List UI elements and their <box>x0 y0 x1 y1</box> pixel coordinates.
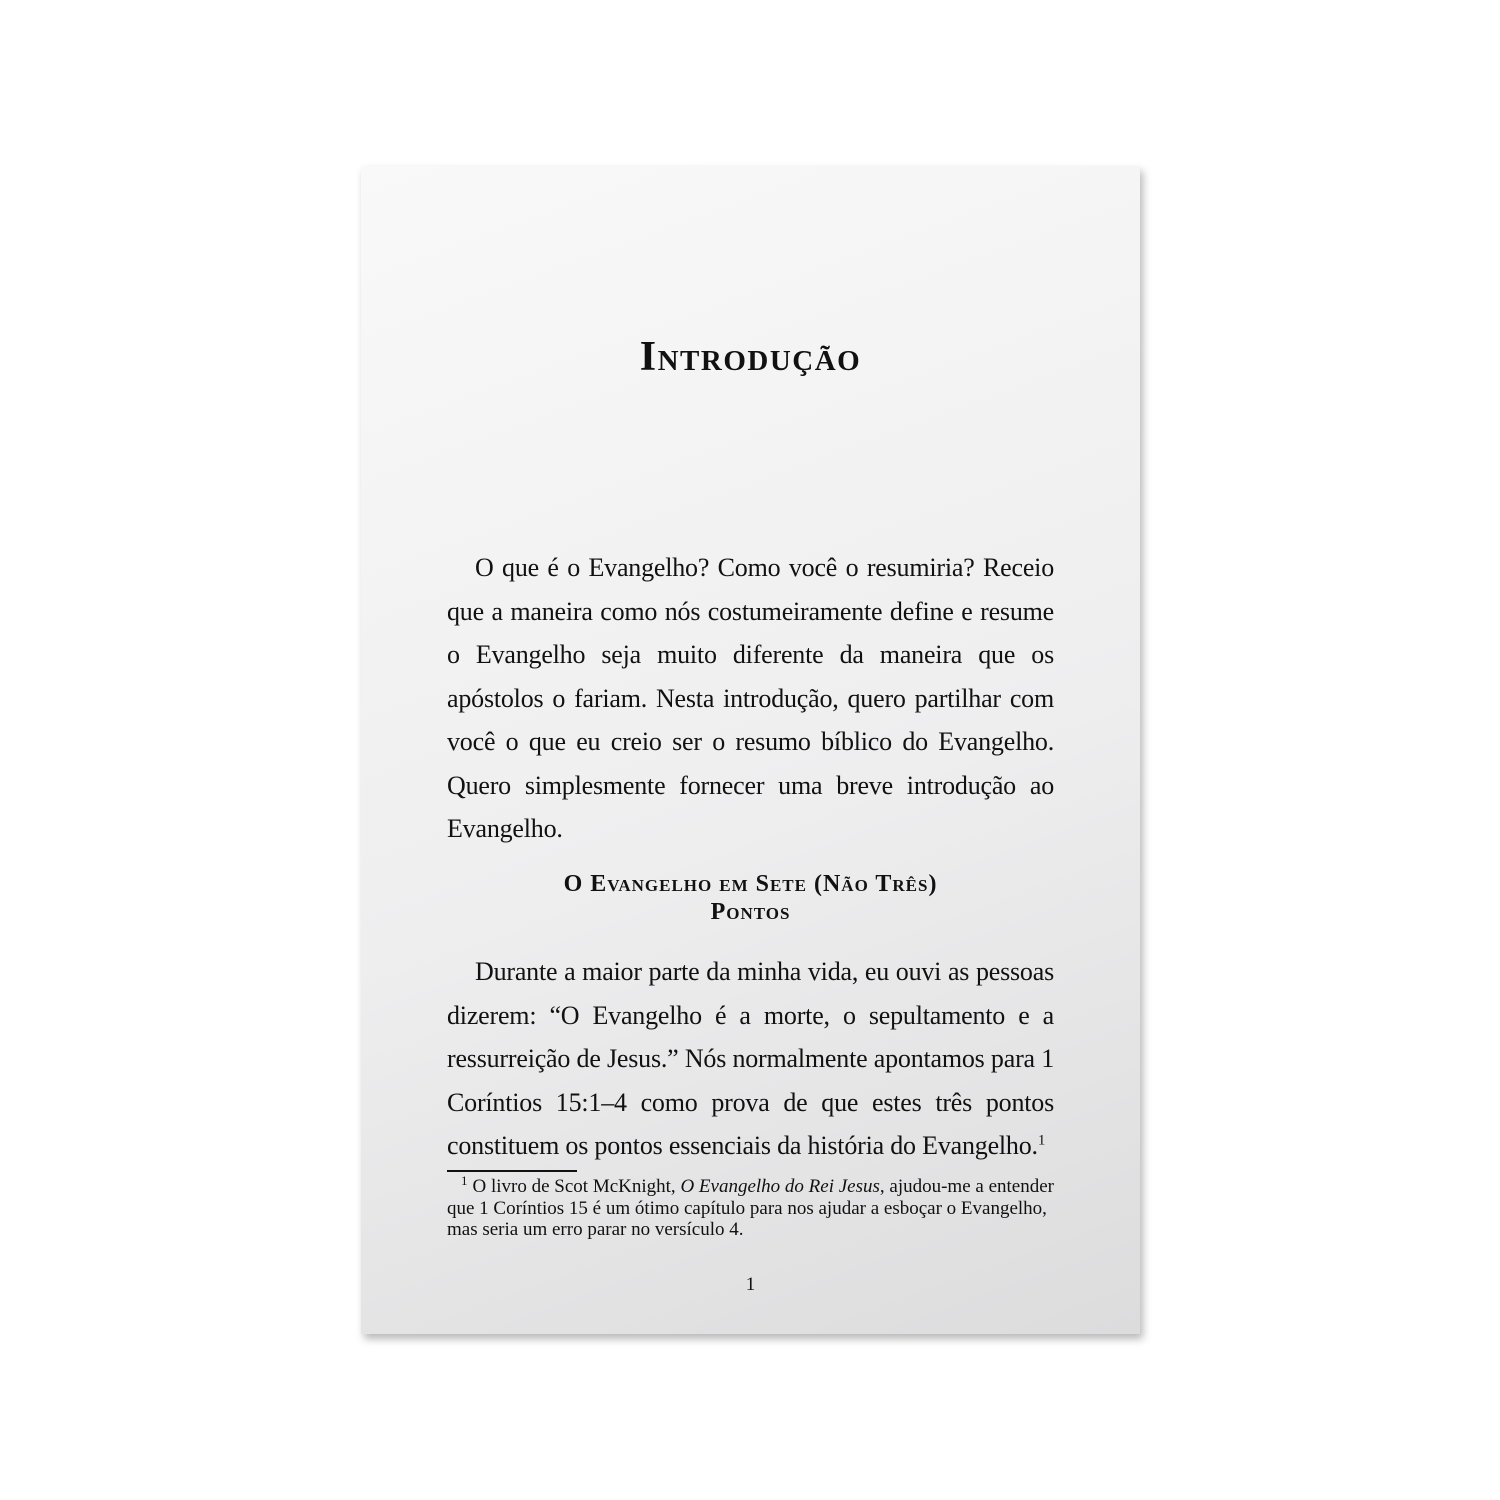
footnote-divider <box>447 1170 577 1172</box>
footnote <box>447 1172 1054 1241</box>
chapter-title: Introdução <box>639 334 862 380</box>
page-number: 1 <box>745 1274 756 1295</box>
intro-paragraph-container <box>447 546 1054 851</box>
footnote-text-before: O livro de Scot McKnight, <box>472 1176 681 1197</box>
section-heading-line-2: Pontos <box>710 899 791 925</box>
footnote-number: 1 <box>461 1172 468 1188</box>
section-paragraph-container <box>447 950 1054 1168</box>
section-paragraph <box>447 950 1054 1168</box>
section-heading-line-1: O Evangelho em Sete (Não Três) <box>563 871 938 897</box>
footnote-reference: 1 <box>1037 1132 1046 1149</box>
section-paragraph-text: Durante a maior parte da minha vida, eu ouvi as pessoas dizerem: “O Evangelho é a morte, o sepultamento e a ressurreição de Jesus.” Nós normalmente apontamos para 1 Coríntios 15:1–4 como prova de que estes três pontos constituem os pontos essenciais da história do Evangelho. <box>447 957 1054 1160</box>
footnote-book-title: O Evangelho do Rei Jesus <box>680 1176 880 1197</box>
footnote-text-after: , ajudou-me a entender que 1 Coríntios 15 é um ótimo capítulo para nos ajudar a esboçar o Evangelho, mas seria um erro parar no versículo 4. <box>447 1176 1054 1240</box>
book-page <box>361 166 1140 1334</box>
section-heading <box>447 870 1054 926</box>
intro-paragraph: O que é o Evangelho? Como você o resumiria? Receio que a maneira como nós costumeiramente define e resume o Evangelho seja muito diferente da maneira que os apóstolos o fariam. Nesta introdução, quero partilhar com você o que eu creio ser o resumo bíblico do Evangelho. Quero simplesmente fornecer uma breve introdução ao Evangelho. <box>447 553 1054 843</box>
